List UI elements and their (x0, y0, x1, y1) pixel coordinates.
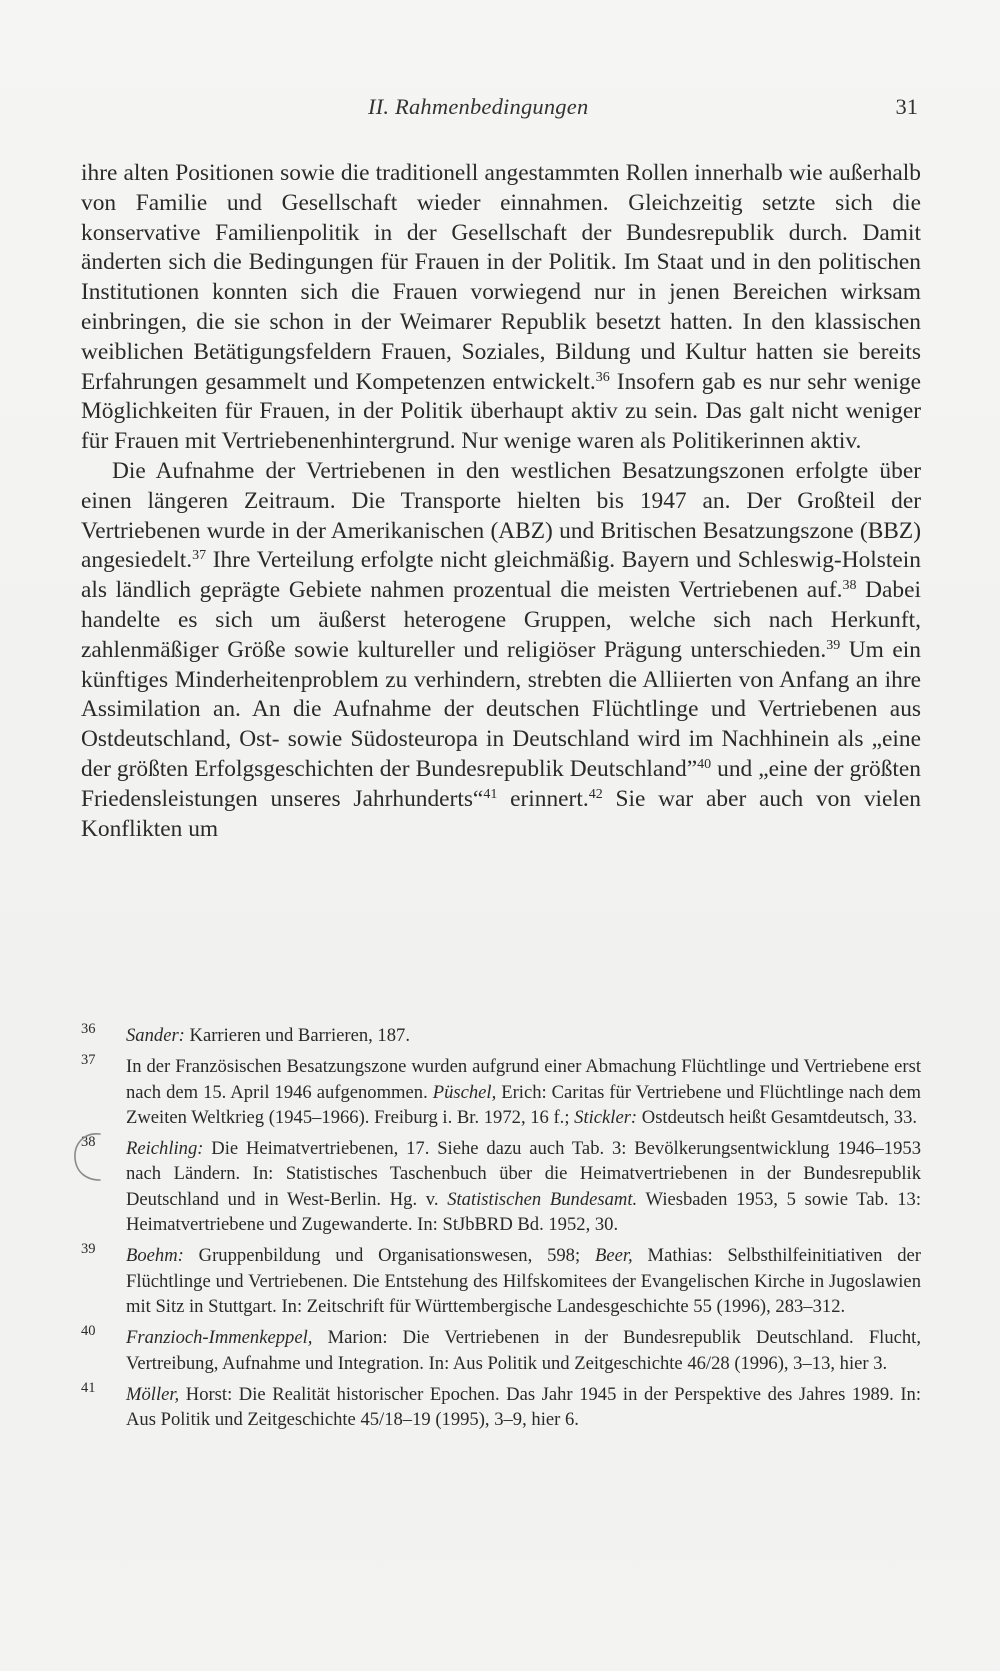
footnote-ref-40[interactable]: 40 (697, 756, 712, 772)
footnote-number: 41 (81, 1379, 96, 1396)
running-head (81, 94, 918, 126)
paragraph-2: Die Aufnahme der Vertriebenen in den westlichen Besatzungszonen erfolgte über einen längeren Zeitraum. Die Transporte hielten bis 1947 an. Der Großteil der Vertriebenen wurde in der Amerikanischen (ABZ) und Britischen Besatzungszone (BBZ) angesiedelt.$^{37}$ Ihre Verteilung erfolgte nicht gleichmäßig. Bayern und Schleswig-Holstein als ländlich geprägte Gebiete nahmen prozentual die meisten Vertriebenen auf.$^{38}$ Dabei handelte es sich um äußerst heterogene Gruppen, welche sich nach Herkunft, zahlenmäßiger Größe sowie kultureller und religiöser Prägung unterschieden.$^{39}$ Um ein künftiges Minderheitenproblem zu verhindern, strebten die Alliierten von Anfang an ihre Assimilation an. An die Aufnahme der deutschen Flüchtlinge und Vertriebenen aus Ostdeutschland, Ost- sowie Südosteuropa in Deutschland wird im Nachhinein als „eine der größten Erfolgsgeschichten der Bundesrepublik Deutschland”$^{40}$ und „eine der größten Friedensleistungen unseres Jahrhunderts“$^{41}$ erinnert.$^{42}$ Sie war aber auch von vielen Konflikten um (81, 457, 922, 842)
footnote-ref-36[interactable]: 36 (595, 369, 610, 385)
footnote-ref-39[interactable]: 39 (826, 637, 841, 653)
footnote-ref-42[interactable]: 42 (588, 786, 603, 802)
footnote-number: 36 (81, 1021, 96, 1037)
footnote-ref-38[interactable]: 38 (842, 578, 857, 594)
footnote-ref-37[interactable]: 37 (192, 548, 207, 564)
footnotes (81, 1023, 921, 1438)
footnote-41 (81, 1379, 921, 1433)
footnote-number: 40 (81, 1323, 96, 1340)
footnote-40 (81, 1325, 921, 1376)
footnote-36 (81, 1023, 921, 1048)
footnote-number: 39 (81, 1241, 96, 1258)
footnote-number: 37 (81, 1052, 96, 1069)
footnote-text: Reichling: Die Heimatvertriebenen, 17. Siehe dazu auch Tab. 3: Bevölkerungsentwicklung 1946–1953 nach Ländern. In: Statistisches Taschenbuch über die Heimatvertriebenen in der Bundesrepublik Deutschland und in West-Berlin. Hg. v. Statistischen Bundesamt. Wiesbaden 1953, 5 sowie Tab. 13: Heimatvertriebene und Zugewanderte. In: StJbBRD Bd. 1952, 30. (126, 1138, 922, 1236)
footnote-text: Sander: Karrieren und Barrieren, 187. (126, 1025, 410, 1046)
page-number: 31 (895, 94, 918, 119)
footnote-39 (81, 1243, 921, 1319)
footnote-ref-41[interactable]: 41 (483, 786, 498, 802)
running-title: II. Rahmenbedingungen (368, 94, 589, 119)
main-text (81, 159, 921, 844)
footnote-text: Franzioch-Immenkeppel, Marion: Die Vertriebenen in der Bundesrepublik Deutschland. Flucht, Vertreibung, Aufnahme und Integration. In: Aus Politik und Zeitgeschichte 46/28 (1996), 3–13, hier 3. (126, 1327, 921, 1374)
footnote-text: Boehm: Gruppenbildung und Organisationswesen, 598; Beer, Mathias: Selbsthilfeinitiativen der Flüchtlinge und Vertriebenen. Die Entstehung des Hilfskomitees der Evangelischen Kirche in Jugoslawien mit Sitz in Stuttgart. In: Zeitschrift für Württembergische Landesgeschichte 55 (1996), 283–312. (126, 1245, 921, 1317)
footnote-text: Möller, Horst: Die Realität historischer Epochen. Das Jahr 1945 in der Perspektive des Jahres 1989. In: Aus Politik und Zeitgeschichte 45/18–19 (1995), 3–9, hier 6. (126, 1383, 921, 1431)
footnote-number: 38 (81, 1134, 96, 1151)
footnote-37 (81, 1054, 921, 1130)
paragraph-1: ihre alten Positionen sowie die traditionell angestammten Rollen innerhalb wie außerhalb von Familie und Gesellschaft wieder einnahmen. Gleichzeitig setzte sich die konservative Familienpolitik in der Gesellschaft der Bundesrepublik durch. Damit änderten sich die Bedingungen für Frauen in der Politik. Im Staat und in den politischen Institutionen konnten sich die Frauen vorwiegend nur in jenen Bereichen wirksam einbringen, die sie schon in der Weimarer Republik besetzt hatten. In den klassischen weiblichen Betätigungsfeldern Frauen, Soziales, Bildung und Kultur hatten sie bereits Erfahrungen gesammelt und Kompetenzen entwickelt.$^{36}$ Insofern gab es nur sehr wenige Möglichkeiten für Frauen, in der Politik überhaupt aktiv zu sein. Das galt nicht weniger für Frauen mit Vertriebenenhintergrund. Nur wenige waren als Politikerinnen aktiv. (81, 160, 921, 455)
footnote-text: In der Französischen Besatzungszone wurden aufgrund einer Abmachung Flüchtlinge und Vertriebene erst nach dem 15. April 1946 aufgenommen. Püschel, Erich: Caritas für Vertriebene und Flüchtlinge nach dem Zweiten Weltkrieg (1945–1966). Freiburg i. Br. 1972, 16 f.; Stickler: Ostdeutsch heißt Gesamtdeutsch, 33. (126, 1056, 921, 1128)
footnote-38 (81, 1136, 921, 1237)
